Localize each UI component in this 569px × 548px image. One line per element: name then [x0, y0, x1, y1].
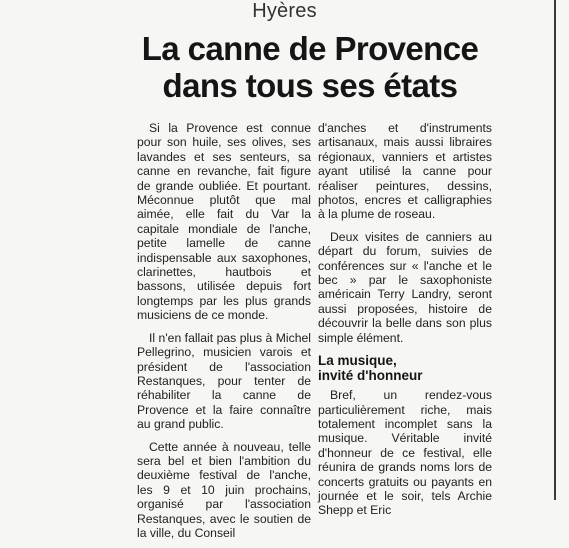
article-kicker: Hyères — [252, 0, 317, 22]
subheading-line-2: invité d'honneur — [318, 368, 423, 384]
paragraph: Bref, un rendez-vous particulièrement riche, mais totalement incomplet sans la musique. Véritable invité d'honneur de ce festival, elle réunira de grands noms lors de concerts gratuits ou payants en journée et le soir, tels Archie Shepp et Eric — [318, 388, 492, 518]
article-column-1 — [137, 121, 311, 548]
column-rule — [554, 0, 556, 500]
subheading-line-1: La musique, — [318, 353, 397, 369]
subheading — [318, 353, 492, 383]
paragraph: Deux visites de canniers au départ du forum, suivies de conférences sur « l'anche et le bec » par le saxophoniste américain Terry Landry, seront aussi proposées, histoire de découvrir la belle dans son plus simple élément. — [318, 229, 492, 345]
article-headline: La canne de Provence dans tous ses états — [141, 30, 479, 104]
paragraph: Il n'en fallait pas plus à Michel Pellegrino, musicien varois et président de l'association Restanques, pour tenter de réhabiliter la canne de Provence et la faire connaître au grand public. — [137, 330, 311, 432]
article-column-2 — [318, 121, 492, 526]
paragraph: d'anches et d'instruments artisanaux, mais aussi libraires régionaux, vanniers et artistes ayant utilisé la canne pour réaliser peintures, dessins, photos, encres et calligraphies à la plume de roseau. — [318, 121, 492, 222]
paragraph: Cette année à nouveau, telle sera bel et bien l'ambition du deuxième festival de l'anche, les 9 et 10 juin prochains, organisé par l'association Restanques, avec le soutien de la ville, du Conseil — [137, 439, 311, 540]
paragraph: Si la Provence est connue pour son huile, ses olives, ses lavandes et ses senteurs, sa canne en revanche, fait figure de grande oubliée. Et pourtant. Méconnue plutôt que mal aimée, elle fait du Var la capitale mondiale de l'anche, petite lamelle de canne indispensable aux saxophones, clarinettes, hautbois et bassons, utilisée depuis fort longtemps par les plus grands musiciens de ce monde. — [137, 121, 311, 323]
